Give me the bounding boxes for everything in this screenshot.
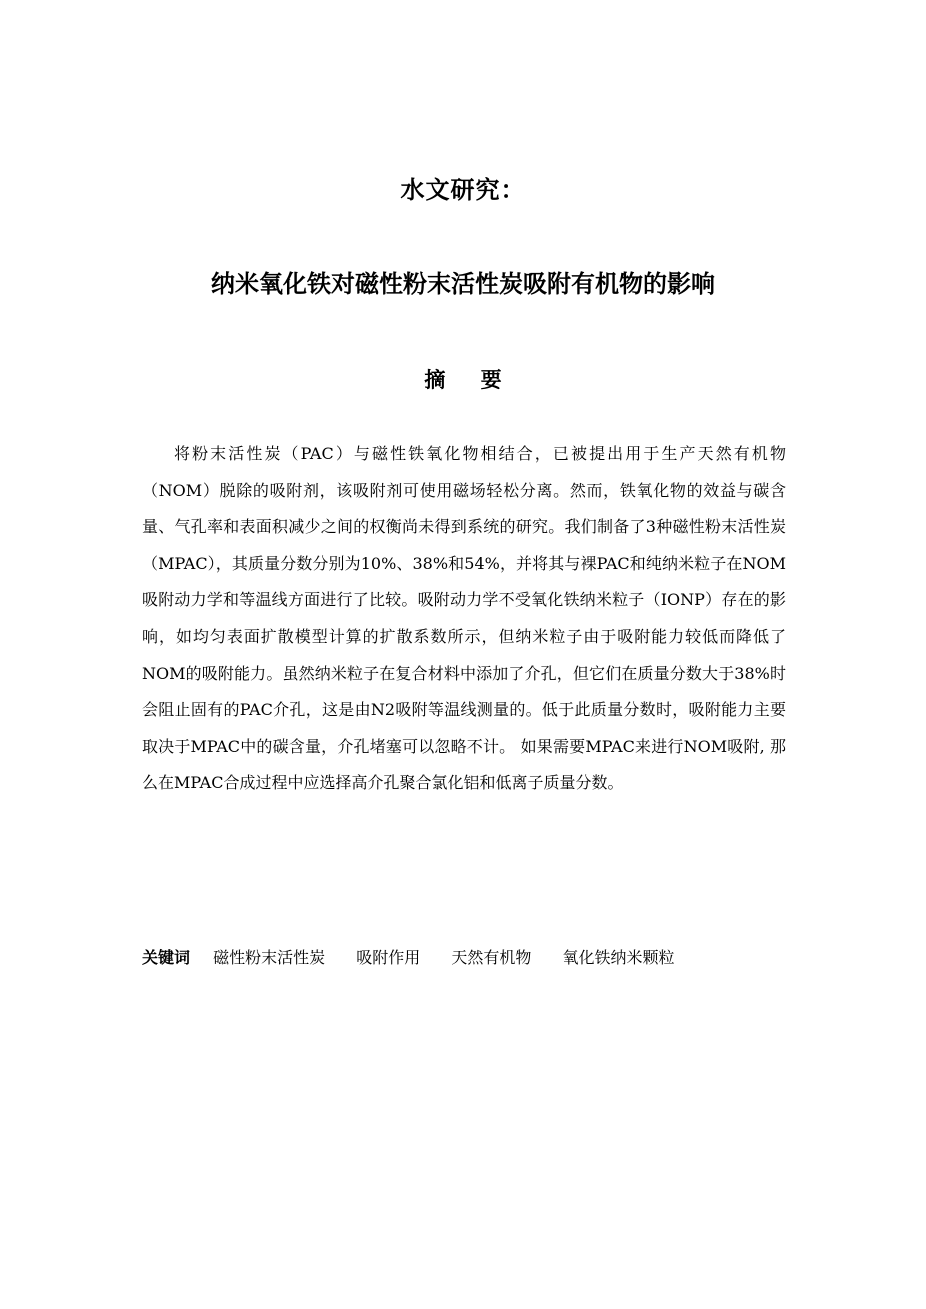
keywords-line bbox=[142, 942, 786, 974]
document-title: 水文研究： bbox=[400, 176, 526, 204]
keyword: 磁性粉末活性炭 bbox=[213, 948, 326, 967]
keyword: 氧化铁纳米颗粒 bbox=[562, 948, 675, 967]
abstract-body: 将粉末活性炭（PAC）与磁性铁氧化物相结合，已被提出用于生产天然有机物（NOM）脱除的吸附剂，该吸附剂可使用磁场轻松分离。然而，铁氧化物的效益与碳含量、气孔率和表面积减少之间的权衡尚未得到系统的研究。我们制备了3种磁性粉末活性炭（MPAC），其质量分数分别为10%、38%和54%，并将其与裸PAC和纯纳米粒子在NOM吸附动力学和等温线方面进行了比较。吸附动力学不受氧化铁纳米粒子（IONP）存在的影响，如均匀表面扩散模型计算的扩散系数所示，但纳米粒子由于吸附能力较低而降低了NOM的吸附能力。虽然纳米粒子在复合材料中添加了介孔，但它们在质量分数大于38%时会阻止固有的PAC介孔，这是由N2吸附等温线测量的。低于此质量分数时，吸附能力主要取决于MPAC中的碳含量，介孔堵塞可以忽略不计。 如果需要MPAC来进行NOM吸附, 那么在MPAC合成过程中应选择高介孔聚合氯化铝和低离子质量分数。 bbox=[142, 444, 786, 793]
abstract-heading: 摘 要 bbox=[424, 368, 516, 392]
keyword: 吸附作用 bbox=[356, 948, 421, 967]
keywords-label: 关键词 bbox=[142, 948, 191, 967]
keyword: 天然有机物 bbox=[451, 948, 532, 967]
document-subtitle: 纳米氧化铁对磁性粉末活性炭吸附有机物的影响 bbox=[211, 270, 715, 298]
